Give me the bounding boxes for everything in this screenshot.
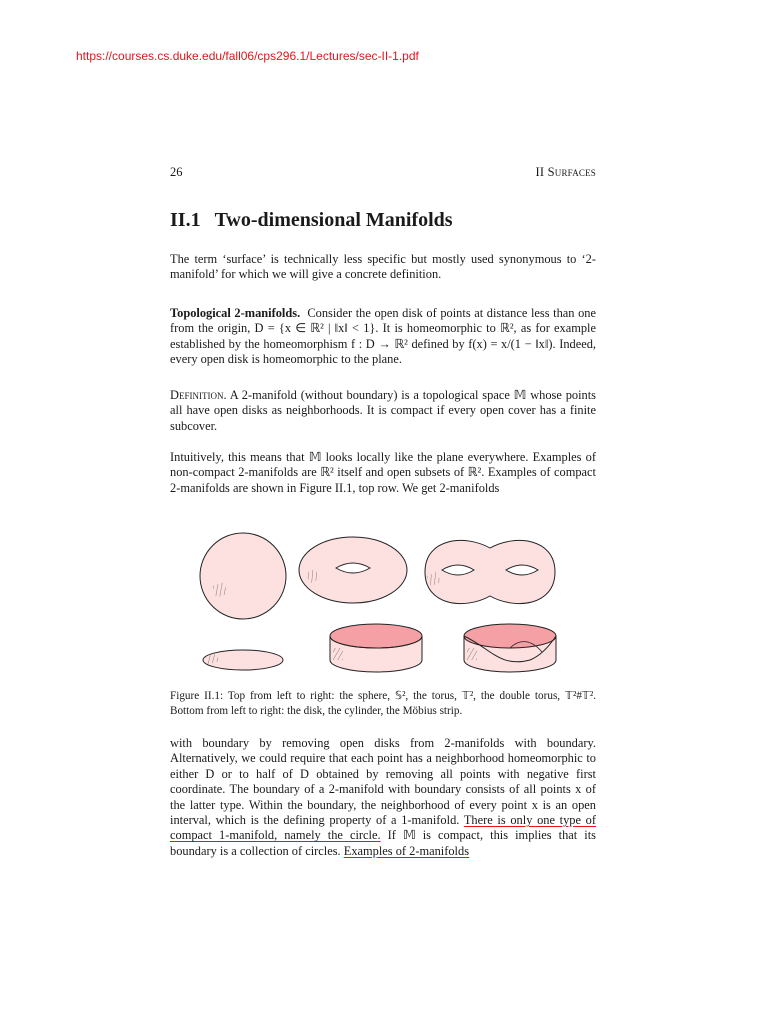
section-title: II Surfaces	[535, 165, 596, 179]
source-url-link[interactable]: https://courses.cs.duke.edu/fall06/cps296.1/Lectures/sec-II-1.pdf	[76, 49, 419, 63]
intro-paragraph: The term ‘surface’ is technically less specific but mostly used synonymous to ‘2-manifold’ for which we will give a concrete definition.	[170, 252, 596, 282]
mobius-figure	[464, 624, 556, 672]
definition-body: A 2-manifold (without boundary) is a topological space 𝕄 whose points all have open disks as neighborhoods. It is compact if every open cover has a finite subcover.	[170, 388, 596, 433]
boundary-text-2: If 𝕄 is compact, this implies that its boundary is a collection of circles.	[170, 828, 596, 858]
cylinder-figure	[330, 624, 422, 672]
figure-surfaces	[170, 518, 596, 683]
section-number: II.1	[170, 209, 201, 231]
section-heading	[170, 209, 453, 232]
topological-heading: Topological 2-manifolds.	[170, 306, 301, 320]
boundary-text-1: with boundary by removing open disks from 2-manifolds with boundary. Alternatively, we could require that each point has a neighborhood homeomorphic to either D or to half of D obtained by removing all points with negative first coordinate. The boundary of a 2-manifold with boundary consists of all points x of the latter type. Within the boundary, the neighborhood of every point x is an open interval, which is the defining property of a 1-manifold.	[170, 736, 596, 828]
topological-body: Consider the open disk of points at distance less than one from the origin, D = {x ∈ ℝ² | ‖x‖ < 1}. It is homeomorphic to ℝ², as for example established by the homeomorphism f : D → ℝ² defined by f(x) = x/(1 − ‖x‖). Indeed, every open disk is homeomorphic to the plane.	[170, 306, 596, 367]
definition-label: Definition.	[170, 388, 227, 402]
highlight-examples[interactable]: Examples of 2-manifolds	[343, 843, 470, 858]
disk-figure	[203, 650, 283, 670]
figure-caption: Figure II.1: Top from left to right: the sphere, 𝕊², the torus, 𝕋², the double torus, 𝕋²#𝕋². Bottom from left to right: the disk, the cylinder, the Möbius strip.	[170, 690, 596, 717]
double-torus-figure	[425, 540, 555, 603]
section-heading-text: Two-dimensional Manifolds	[214, 209, 453, 231]
torus-figure	[299, 537, 407, 603]
boundary-paragraph	[170, 736, 596, 859]
highlight-circle-sentence[interactable]: There is only one type of compact 1-manifold, namely the circle.	[170, 813, 596, 843]
definition-paragraph	[170, 388, 596, 434]
intuition-paragraph: Intuitively, this means that 𝕄 looks locally like the plane everywhere. Examples of non-compact 2-manifolds are ℝ² itself and open subsets of ℝ². Examples of compact 2-manifolds are shown in Figure II.1, top row. We get 2-manifolds	[170, 450, 596, 495]
page-number: 26	[170, 165, 183, 179]
topological-paragraph	[170, 306, 596, 368]
sphere-figure	[200, 533, 286, 619]
